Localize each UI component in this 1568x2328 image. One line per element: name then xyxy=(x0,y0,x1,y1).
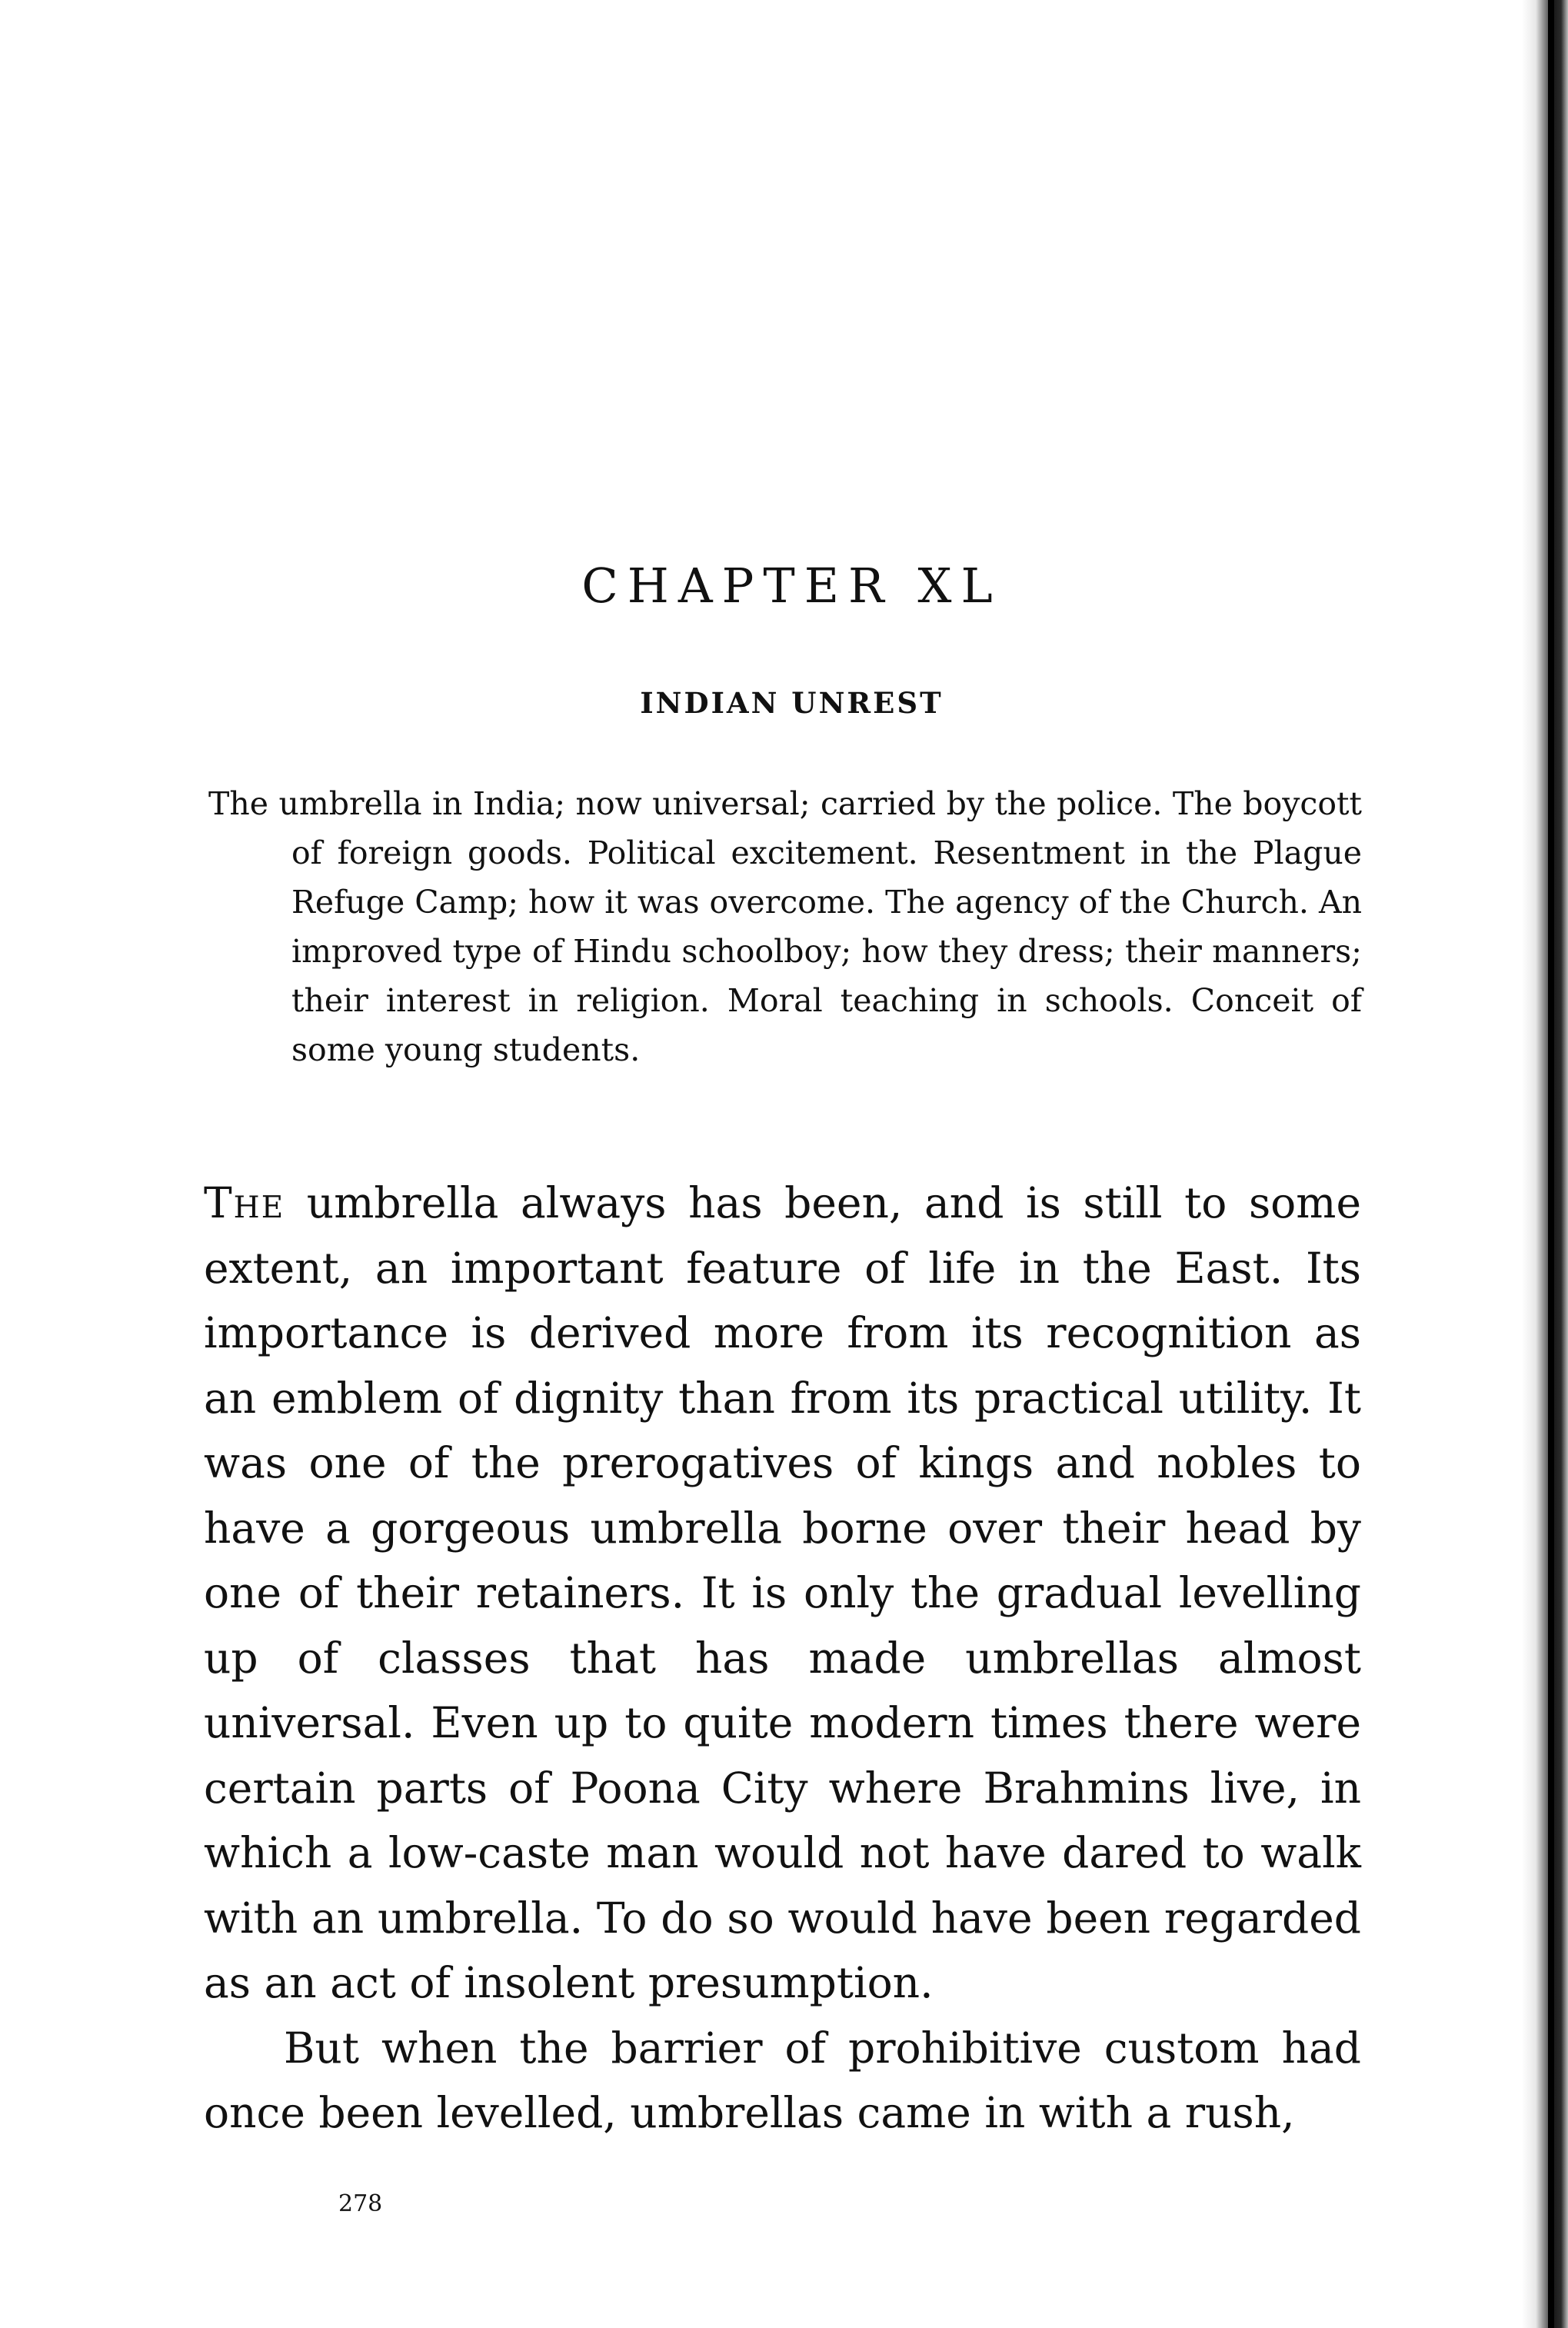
binding-shadow xyxy=(1522,0,1568,2328)
synopsis-text: The umbrella in India; now universal; carried by the police. The boycott of foreign goods. Political excitement. Resentment in the Plague Refuge Camp; how it was overcome. The agency of the Church. An improved type of Hindu schoolboy; how they dress; their manners; their interest in religion. Moral teaching in schools. Conceit of some young students. xyxy=(208,785,1362,1068)
chapter-title: CHAPTER XL xyxy=(581,558,1002,614)
paragraph-1 xyxy=(204,1171,1361,2016)
body-text xyxy=(204,1171,1361,2146)
page-edge-line xyxy=(1548,0,1554,2328)
chapter-subtitle: INDIAN UNREST xyxy=(640,686,944,720)
paragraph-1-text: umbrella always has been, and is still to some extent, an important feature of life in the East. Its importance is derived more from its recognition as an emblem of dignity than from its practical utility. It was one of the prerogatives of kings and nobles to have a gorgeous umbrella borne over their head by one of their retainers. It is only the gradual levelling up of classes that has made umbrellas almost universal. Even up to quite modern times there were certain parts of Poona City where Brahmins live, in which a low-caste man would not have dared to walk with an umbrella. To do so would have been regarded as an act of insolent presumption. xyxy=(204,1178,1361,2007)
paragraph-2: But when the barrier of prohibitive custom had once been levelled, umbrellas came in with a rush, xyxy=(204,2023,1361,2137)
page-number: 278 xyxy=(338,2190,383,2217)
paragraph-lead-word: The xyxy=(204,1178,285,1227)
chapter-synopsis xyxy=(208,779,1362,1074)
